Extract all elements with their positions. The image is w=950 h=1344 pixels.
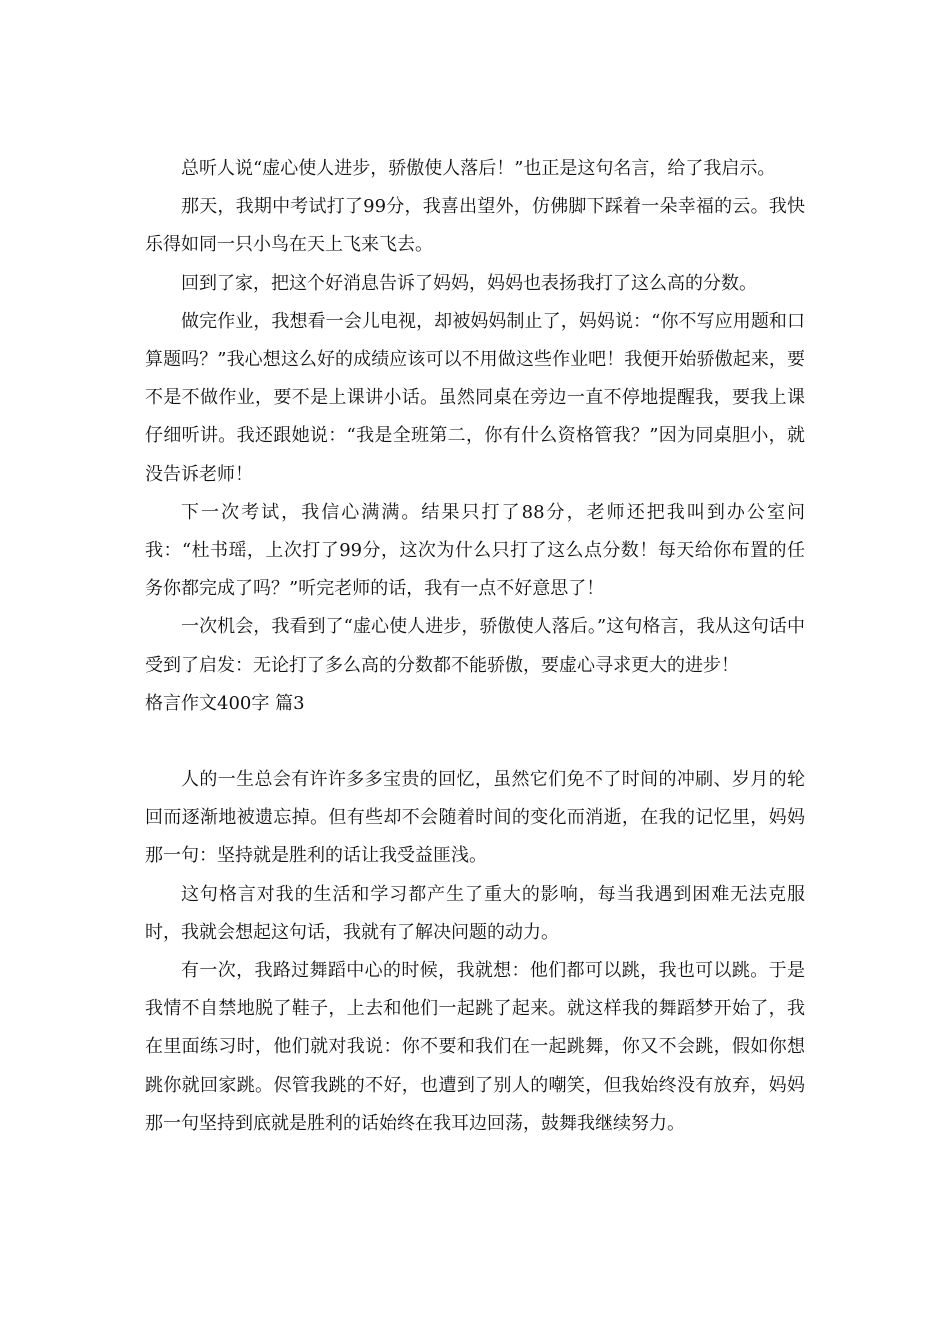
paragraph: 回到了家，把这个好消息告诉了妈妈，妈妈也表扬我打了这么高的分数。 — [181, 272, 757, 294]
paragraph: 这句格言对我的生活和学习都产生了重大的影响，每当我遇到困难无法克服时，我就会想起这句话，我就有了解决问题的动力。 — [145, 883, 805, 943]
section-spacer — [145, 723, 805, 761]
paragraph: 做完作业，我想看一会儿电视，却被妈妈制止了，妈妈说：“你不写应用题和口算题吗？”我心想这么好的成绩应该可以不用做这些作业吧！我便开始骄傲起来，要不是不做作业，要不是上课讲小话。虽然同桌在旁边一直不停地提醒我，要我上课仔细听讲。我还跟她说：“我是全班第二，你有什么资格管我？”因为同桌胆小，就没告诉老师！ — [145, 310, 805, 485]
section-heading: 格言作文400字 篇3 — [145, 692, 305, 714]
paragraph: 下一次考试，我信心满满。结果只打了88分，老师还把我叫到办公室问我：“杜书瑶，上次打了99分，这次为什么只打了这么点分数！每天给你布置的任务你都完成了吗？”听完老师的话，我有一点不好意思了！ — [145, 501, 805, 600]
paragraph: 那天，我期中考试打了99分，我喜出望外，仿佛脚下踩着一朵幸福的云。我快乐得如同一只小鸟在天上飞来飞去。 — [145, 196, 805, 256]
paragraph: 一次机会，我看到了“虚心使人进步，骄傲使人落后。”这句格言，我从这句话中受到了启发：无论打了多么高的分数都不能骄傲，要虚心寻求更大的进步！ — [145, 616, 805, 676]
paragraph: 有一次，我路过舞蹈中心的时候，我就想：他们都可以跳，我也可以跳。于是我情不自禁地脱了鞋子，上去和他们一起跳了起来。就这样我的舞蹈梦开始了，我在里面练习时，他们就对我说：你不要和我们在一起跳舞，你又不会跳，假如你想跳你就回家跳。侭管我跳的不好，也遭到了别人的嘲笑，但我始终没有放弃，妈妈那一句坚持到底就是胜利的话始终在我耳边回荡，鼓舞我继续努力。 — [145, 960, 805, 1134]
paragraph: 人的一生总会有许许多多宝贵的回忆，虽然它们免不了时间的冲刷、岁月的轮回而逐渐地被遗忘掉。但有些却不会随着时间的变化而消逝，在我的记忆里，妈妈那一句：坚持就是胜利的话让我受益匪浅。 — [145, 769, 805, 867]
essay-body — [145, 150, 805, 1143]
paragraph: 总听人说“虚心使人进步，骄傲使人落后！”也正是这句名言，给了我启示。 — [181, 158, 776, 179]
